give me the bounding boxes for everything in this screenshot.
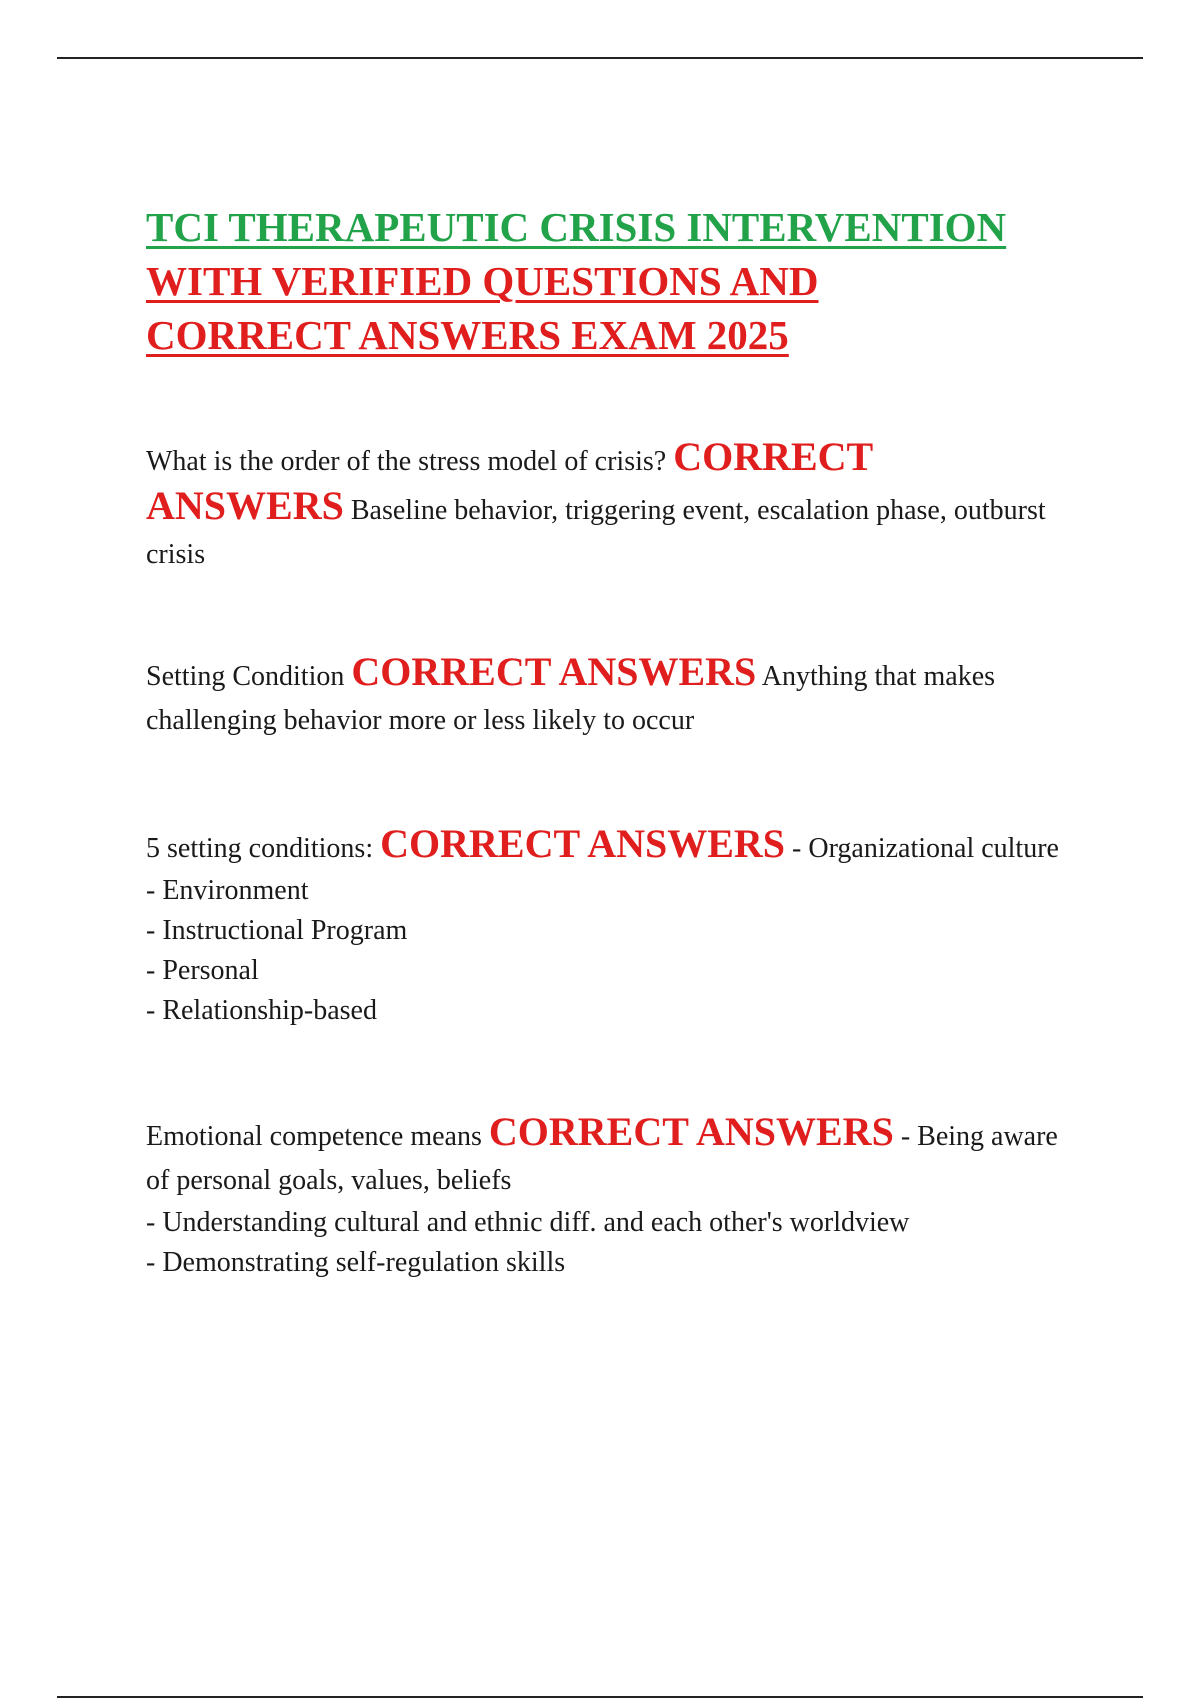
title-line-1: TCI THERAPEUTIC CRISIS INTERVENTION	[146, 204, 1007, 250]
answer-label: CORRECT ANSWERS	[351, 649, 757, 694]
list-item: - Personal	[146, 955, 259, 986]
question-text: What is the order of the stress model of crisis?	[146, 446, 667, 477]
qa-item-stress-model	[146, 435, 1086, 577]
answer-label: CORRECT ANSWERS	[380, 821, 786, 866]
answer-label: CORRECT ANSWERS	[488, 1109, 894, 1154]
title-line-3: CORRECT ANSWERS EXAM 2025	[146, 312, 789, 358]
list-item: - Relationship-based	[146, 995, 377, 1026]
answer-label: ANSWERS	[146, 483, 344, 528]
list-item: - Instructional Program	[146, 915, 408, 946]
top-rule	[57, 57, 1143, 59]
title-line-2: WITH VERIFIED QUESTIONS AND	[146, 258, 819, 304]
qa-item-emotional-competence	[146, 1110, 1086, 1283]
bottom-rule	[57, 1696, 1143, 1698]
qa-item-setting-condition	[146, 650, 1086, 743]
answer-text: - Being aware of personal goals, values, beliefs	[146, 1121, 1058, 1196]
answer-text: Anything that makes challenging behavior more or less likely to occur	[146, 661, 996, 736]
list-item: - Demonstrating self-regulation skills	[146, 1247, 566, 1278]
answer-label: CORRECT	[673, 434, 874, 479]
answer-text: - Organizational culture	[792, 833, 1059, 864]
document-body	[146, 200, 1086, 1283]
question-text: Emotional competence means	[146, 1121, 482, 1152]
document-title	[146, 200, 1086, 362]
question-text: Setting Condition	[146, 661, 345, 692]
list-item: - Environment	[146, 875, 309, 906]
answer-text: Baseline behavior, triggering event, escalation phase, outburst crisis	[146, 495, 1046, 570]
list-item: - Understanding cultural and ethnic diff. and each other's worldview	[146, 1207, 910, 1238]
qa-item-five-setting-conditions	[146, 822, 1086, 1031]
question-text: 5 setting conditions:	[146, 833, 374, 864]
